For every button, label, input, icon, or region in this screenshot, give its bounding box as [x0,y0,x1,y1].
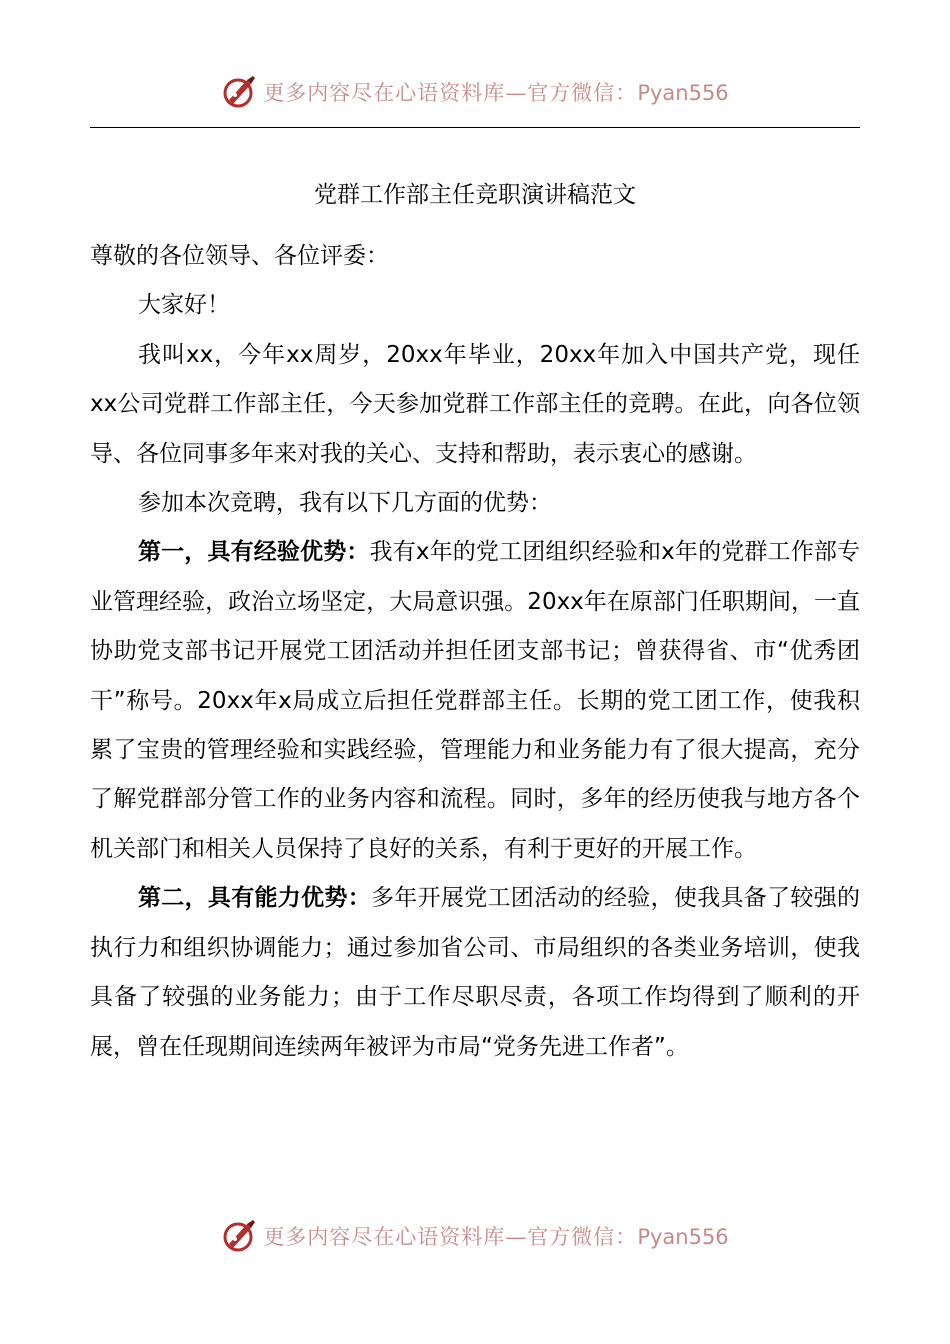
pen-nib-logo-icon [221,74,257,110]
document-title: 党群工作部主任竞职演讲稿范文 [314,182,636,208]
advantages-intro: 参加本次竞聘，我有以下几方面的优势： [138,490,552,517]
document-body [90,232,860,1072]
footer-watermark [0,1216,950,1256]
salutation: 尊敬的各位领导、各位评委： [90,243,389,269]
header-rule [90,127,860,128]
header-watermark [0,72,950,112]
point-two-heading: 第二，具有能力优势： [138,885,371,912]
point-one-paragraph [90,528,860,874]
point-two-paragraph [90,874,860,1072]
point-one-body: 我有x年的党工团组织经验和x年的党群工作部专业管理经验，政治立场坚定，大局意识强。20xx年在原部门任职期间，一直协助党支部书记开展党工团活动并担任团支部书记；曾获得省、市“优秀团干”称号。20xx年x局成立后担任党群部主任。长期的党工团工作，使我积累了宝贵的管理经验和实践经验，管理能力和业务能力有了很大提高，充分了解党群部分管工作的业务内容和流程。同时，多年的经历使我与地方各个机关部门和相关人员保持了良好的关系，有利于更好的开展工作。 [90,539,860,862]
greeting: 大家好！ [138,292,230,319]
point-two-body: 多年开展党工团活动的经验，使我具备了较强的执行力和组织协调能力；通过参加省公司、市局组织的各类业务培训，使我具备了较强的业务能力；由于工作尽职尽责，各项工作均得到了顺利的开展，曾在任现期间连续两年被评为市局“党务先进工作者”。 [90,885,861,1060]
watermark-text: 更多内容尽在心语资料库—官方微信：Pyan556 [263,1225,729,1249]
watermark-text: 更多内容尽在心语资料库—官方微信：Pyan556 [263,81,729,105]
point-one-heading: 第一，具有经验优势： [138,539,370,566]
intro-paragraph: 我叫xx，今年xx周岁，20xx年毕业，20xx年加入中国共产党，现任xx公司党群工作部主任，今天参加党群工作部主任的竞聘。在此，向各位领导、各位同事多年来对我的关心、支持和帮助，表示衷心的感谢。 [90,341,860,467]
pen-nib-logo-icon [221,1218,257,1254]
